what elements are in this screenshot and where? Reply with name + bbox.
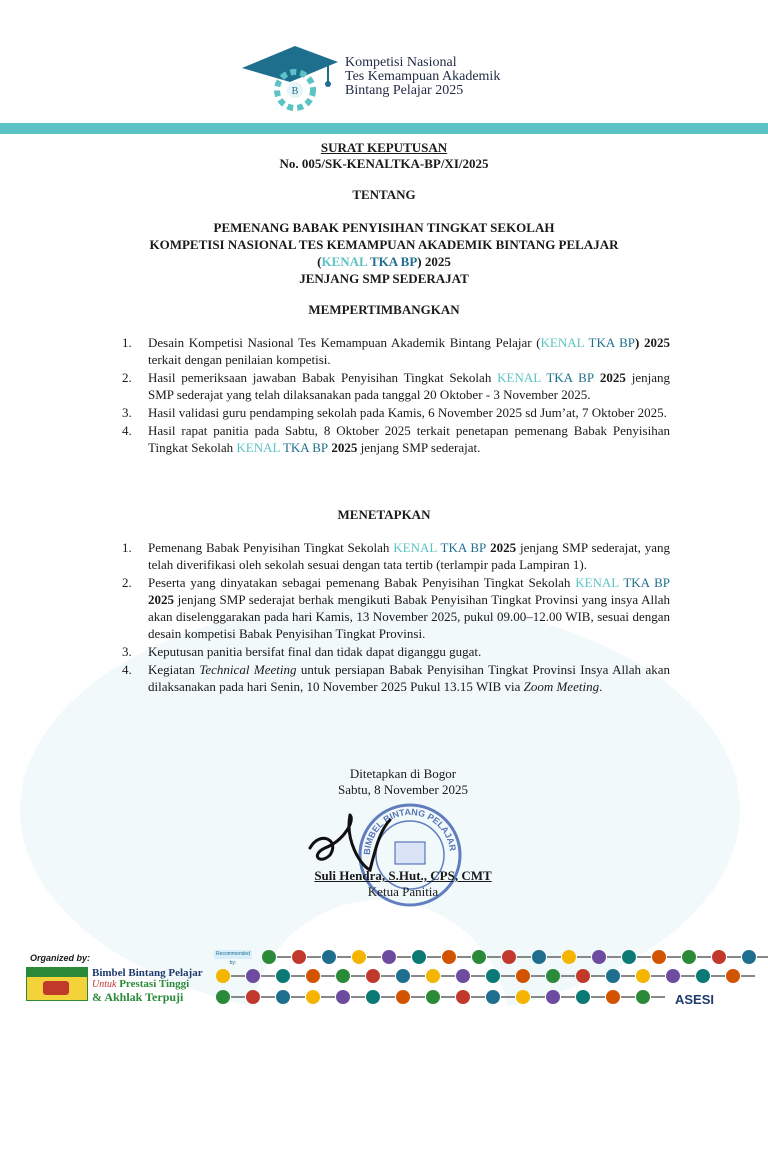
sponsor-caption [757, 956, 768, 958]
consider-list [122, 334, 670, 457]
sponsor-emblem-icon [726, 969, 740, 983]
sponsor-emblem-icon [456, 969, 470, 983]
kenal-word: KENAL [497, 370, 541, 385]
sponsor-emblem-icon [292, 950, 306, 964]
sponsor-emblem-icon [546, 990, 560, 1004]
sponsor-emblem-icon [366, 969, 380, 983]
sponsor-caption [681, 975, 695, 977]
brand-line-2: Tes Kemampuan Akademik [345, 69, 501, 84]
sponsor-caption [411, 975, 425, 977]
sponsor-caption [651, 975, 665, 977]
sponsor-caption [321, 975, 335, 977]
asesi-logo-text: ASESI [675, 992, 715, 1007]
sponsor-emblem-icon [306, 969, 320, 983]
sponsor-emblem-icon [456, 990, 470, 1004]
sponsor-emblem-icon [246, 990, 260, 1004]
subject-line-4: JENJANG SMP SEDERAJAT [299, 271, 469, 286]
document-title: SURAT KEPUTUSAN [320, 140, 448, 155]
sponsor-emblem-icon [382, 950, 396, 964]
sponsor-emblem-icon [486, 969, 500, 983]
sponsor-caption [231, 975, 245, 977]
sponsor-emblem-icon [426, 990, 440, 1004]
sponsor-emblem-icon [606, 990, 620, 1004]
list-item: 3. Keputusan panitia bersifat final dan tidak dapat diganggu gugat. [122, 644, 482, 659]
kenal-word: KENAL [575, 575, 619, 590]
sponsor-caption [441, 996, 455, 998]
sponsor-caption [547, 956, 561, 958]
sponsor-emblem-icon [636, 969, 650, 983]
org-name-line-2: Untuk Prestasi Tinggi [92, 978, 190, 990]
sponsor-emblem-icon [622, 950, 636, 964]
sponsor-caption [621, 996, 635, 998]
list-item: 2. Peserta yang dinyatakan sebagai pemenang Babak Penyisihan Tingkat Sekolah KENAL TKA BP 2025 jenjang SMP sederajat berhak mengikuti Babak Penyisihan Tingkat Provinsi yang insya Allah akan diselenggarakan pada hari Kamis, 13 November 2025, pukul 09.00–12.00 WIB, sesuai dengan desain kompetisi Babak Penyisihan Tingkat Provinsi. [122, 575, 671, 641]
sponsor-emblem-icon [396, 990, 410, 1004]
sponsor-emblem-icon [216, 990, 230, 1004]
tka-word: TKA BP [588, 335, 636, 350]
recommended-by-tag: Recommended by: [214, 950, 252, 959]
sponsor-emblem-icon [322, 950, 336, 964]
sponsor-emblem-icon [666, 969, 680, 983]
stamp-text: BIMBEL BINTANG PELAJAR [361, 806, 458, 856]
signature-place: Ditetapkan di Bogor [349, 766, 457, 781]
sponsor-caption [367, 956, 381, 958]
logo-initials: B [291, 86, 299, 97]
sponsor-emblem-icon [412, 950, 426, 964]
sponsor-caption [561, 975, 575, 977]
sponsor-caption [621, 975, 635, 977]
sponsor-emblem-icon [276, 969, 290, 983]
sponsor-caption [291, 975, 305, 977]
decide-heading: MENETAPKAN [337, 507, 431, 522]
sponsor-emblem-icon [352, 950, 366, 964]
sponsor-emblem-icon [532, 950, 546, 964]
sponsor-caption [397, 956, 411, 958]
signatory-role: Ketua Panitia [367, 884, 439, 899]
header-accent-bar [0, 123, 768, 134]
subject-paren-open: ( [317, 254, 322, 269]
sponsor-emblem-icon [682, 950, 696, 964]
sponsor-emblem-icon [486, 990, 500, 1004]
org-name-line-3: & Akhlak Terpuji [92, 990, 184, 1004]
graduation-cap-logo-icon [240, 42, 340, 112]
competition-header [240, 42, 580, 112]
tka-word: TKA BP [440, 540, 487, 555]
sponsor-caption [321, 996, 335, 998]
sponsor-emblem-icon [502, 950, 516, 964]
sponsor-caption [517, 956, 531, 958]
sponsor-caption [487, 956, 501, 958]
sponsor-caption [637, 956, 651, 958]
sponsor-caption [591, 975, 605, 977]
brand-line-3: Bintang Pelajar 2025 [345, 83, 464, 98]
list-item: 1. Desain Kompetisi Nasional Tes Kemampuan Akademik Bintang Pelajar (KENAL TKA BP) 2025 terkait dengan penilaian kompetisi. [122, 335, 670, 367]
sponsor-caption [261, 975, 275, 977]
list-item: 4. Hasil rapat panitia pada Sabtu, 8 Oktober 2025 terkait penetapan pemenang Babak Penyisihan Tingkat Sekolah KENAL TKA BP 2025 jenjang SMP sederajat. [122, 423, 670, 455]
sponsor-emblem-icon [652, 950, 666, 964]
sponsor-caption [381, 996, 395, 998]
sponsor-caption [261, 996, 275, 998]
sponsor-caption [231, 996, 245, 998]
watermark-ring [250, 900, 510, 1160]
subject-line-2: KOMPETISI NASIONAL TES KEMAMPUAN AKADEMIK BINTANG PELAJAR [149, 237, 619, 252]
sponsor-emblem-icon [306, 990, 320, 1004]
bimbel-logo-icon [26, 967, 88, 1001]
tka-word: TKA BP [282, 440, 329, 455]
sponsor-caption [471, 996, 485, 998]
list-item: 1. Pemenang Babak Penyisihan Tingkat Sekolah KENAL TKA BP 2025 jenjang SMP sederajat, yang telah diverifikasi oleh sekolah sesuai dengan tata tertib (terlampir pada Lampiran 1). [122, 540, 671, 572]
sponsor-caption [337, 956, 351, 958]
sponsor-emblem-icon [366, 990, 380, 1004]
sponsor-emblem-icon [336, 990, 350, 1004]
signatory-name: Suli Hendra, S.Hut., CPS, CMT [314, 868, 492, 883]
sponsor-emblem-icon [562, 950, 576, 964]
sponsor-emblem-icon [472, 950, 486, 964]
sponsor-emblem-icon [336, 969, 350, 983]
sponsor-emblem-icon [546, 969, 560, 983]
sponsor-caption [501, 996, 515, 998]
sponsor-emblem-icon [262, 950, 276, 964]
organized-by-label: Organized by: [30, 953, 91, 963]
consider-heading: MEMPERTIMBANGKAN [308, 302, 460, 317]
sponsor-caption [351, 996, 365, 998]
sponsor-caption [607, 956, 621, 958]
tka-word: TKA BP [623, 575, 671, 590]
sponsor-caption [351, 975, 365, 977]
sponsor-caption [531, 996, 545, 998]
sponsor-caption [277, 956, 291, 958]
sponsor-emblem-icon [246, 969, 260, 983]
sponsor-emblem-icon [576, 969, 590, 983]
sponsor-caption [411, 996, 425, 998]
sponsor-emblem-icon [742, 950, 756, 964]
footer-organizers [0, 945, 768, 1024]
tka-word: TKA BP [369, 254, 418, 269]
sponsor-emblem-icon [442, 950, 456, 964]
sponsor-emblem-icon [592, 950, 606, 964]
decide-list [122, 539, 670, 696]
sponsor-caption [457, 956, 471, 958]
sponsor-caption [471, 975, 485, 977]
sponsor-caption [727, 956, 741, 958]
sponsor-emblem-icon [606, 969, 620, 983]
sponsor-emblem-icon [396, 969, 410, 983]
org-name-line-1: Bimbel Bintang Pelajar [92, 967, 203, 979]
kenal-word: KENAL [236, 440, 280, 455]
list-item: 4. Kegiatan Technical Meeting untuk persiapan Babak Penyisihan Tingkat Provinsi Insya Allah akan dilaksanakan pada hari Senin, 10 November 2025 Pukul 13.15 WIB via Zoom Meeting. [122, 662, 671, 694]
subject-year: ) 2025 [417, 254, 451, 269]
sponsor-caption [667, 956, 681, 958]
sponsor-caption [501, 975, 515, 977]
sponsor-caption [441, 975, 455, 977]
kenal-word: KENAL [393, 540, 437, 555]
sponsor-emblem-icon [576, 990, 590, 1004]
sponsor-emblem-icon [516, 990, 530, 1004]
sponsor-emblem-icon [636, 990, 650, 1004]
subject-line-1: PEMENANG BABAK PENYISIHAN TINGKAT SEKOLAH [213, 220, 555, 235]
subject-line-3 [0, 254, 768, 270]
sponsor-caption [531, 975, 545, 977]
sponsor-emblem-icon [426, 969, 440, 983]
list-item: 2. Hasil pemeriksaan jawaban Babak Penyisihan Tingkat Sekolah KENAL TKA BP 2025 jenjang SMP sederajat yang telah dilaksanakan pada tanggal 20 Oktober - 3 November 2025. [122, 370, 671, 402]
sponsor-caption [711, 975, 725, 977]
sponsor-emblem-icon [516, 969, 530, 983]
sponsor-caption [577, 956, 591, 958]
signature-date: Sabtu, 8 November 2025 [338, 782, 468, 797]
tentang-heading: TENTANG [352, 187, 416, 202]
kenal-word: KENAL [321, 254, 367, 269]
sponsor-emblem-icon [216, 969, 230, 983]
sponsor-emblem-icon [276, 990, 290, 1004]
list-item: 3. Hasil validasi guru pendamping sekolah pada Kamis, 6 November 2025 sd Jum’at, 7 Oktober 2025. [122, 405, 667, 420]
sponsor-caption [561, 996, 575, 998]
sponsor-caption [381, 975, 395, 977]
kenal-word: KENAL [540, 335, 585, 350]
sponsor-caption [427, 956, 441, 958]
sponsor-caption [651, 996, 665, 998]
document-number: No. 005/SK-KENALTKA-BP/XI/2025 [279, 156, 489, 171]
sponsor-caption [591, 996, 605, 998]
sponsor-emblem-icon [712, 950, 726, 964]
sponsor-caption [291, 996, 305, 998]
brand-line-1: Kompetisi Nasional [345, 55, 457, 70]
sponsor-emblem-icon [696, 969, 710, 983]
sponsor-caption [307, 956, 321, 958]
tka-word: TKA BP [546, 370, 595, 385]
sponsor-caption [741, 975, 755, 977]
sponsor-caption [697, 956, 711, 958]
